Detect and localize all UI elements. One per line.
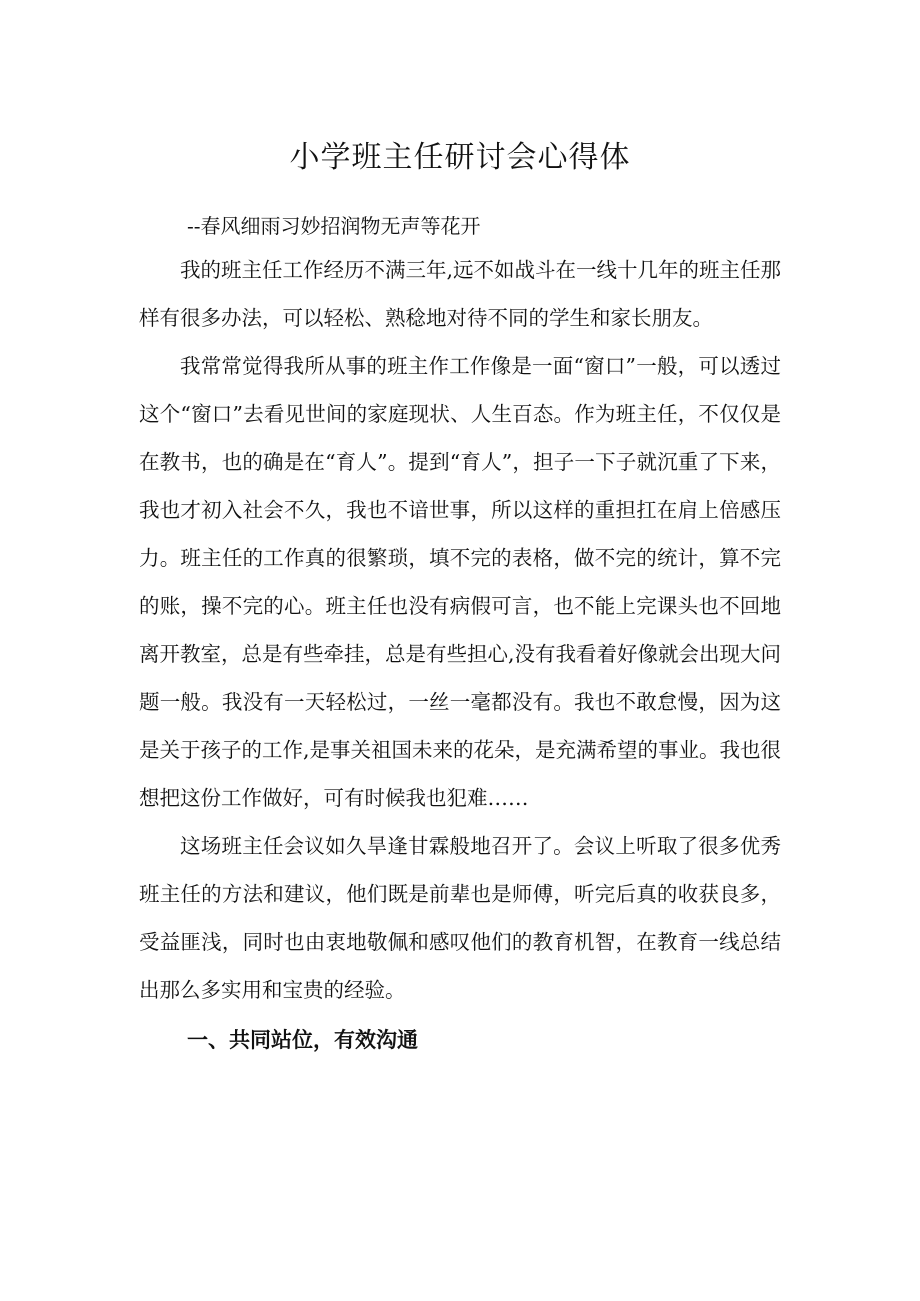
paragraph-1: 我的班主任工作经历不满三年,远不如战斗在一线十几年的班主任那样有很多办法，可以轻松、熟稔地对待不同的学生和家长朋友。 (139, 258, 782, 330)
paragraph-2: 我常常觉得我所从事的班主作工作像是一面“窗口”一般，可以透过这个“窗口”去看见世间的家庭现状、人生百态。作为班主任，不仅仅是在教书，也的确是在“育人”。提到“育人”，担子一下子就沉重了下来，我也才初入社会不久，我也不谙世事，所以这样的重担扛在肩上倍感压力。班主任的工作真的很繁琐，填不完的表格，做不完的统计，算不完的账，操不完的心。班主任也没有病假可言，也不能上完课头也不回地离开教室，总是有些牵挂，总是有些担心,没有我看着好像就会出现大问题一般。我没有一天轻松过，一丝一毫都没有。我也不敢怠慢，因为这是关于孩子的工作,是事关祖国未来的花朵，是充满希望的事业。我也很想把这份工作做好，可有时候我也犯难…… (139, 354, 782, 810)
section-heading: 一、共同站位，有效沟通 (187, 1028, 418, 1052)
paragraph-3: 这场班主任会议如久旱逢甘霖般地召开了。会议上听取了很多优秀班主任的方法和建议，他们既是前辈也是师傅，听完后真的收获良多，受益匪浅，同时也由衷地敬佩和感叹他们的教育机智，在教育一线总结出那么多实用和宝贵的经验。 (139, 834, 781, 1002)
document-title: 小学班主任研讨会心得体 (289, 140, 631, 175)
document-subtitle: --春风细雨习妙招润物无声等花开 (187, 214, 481, 238)
